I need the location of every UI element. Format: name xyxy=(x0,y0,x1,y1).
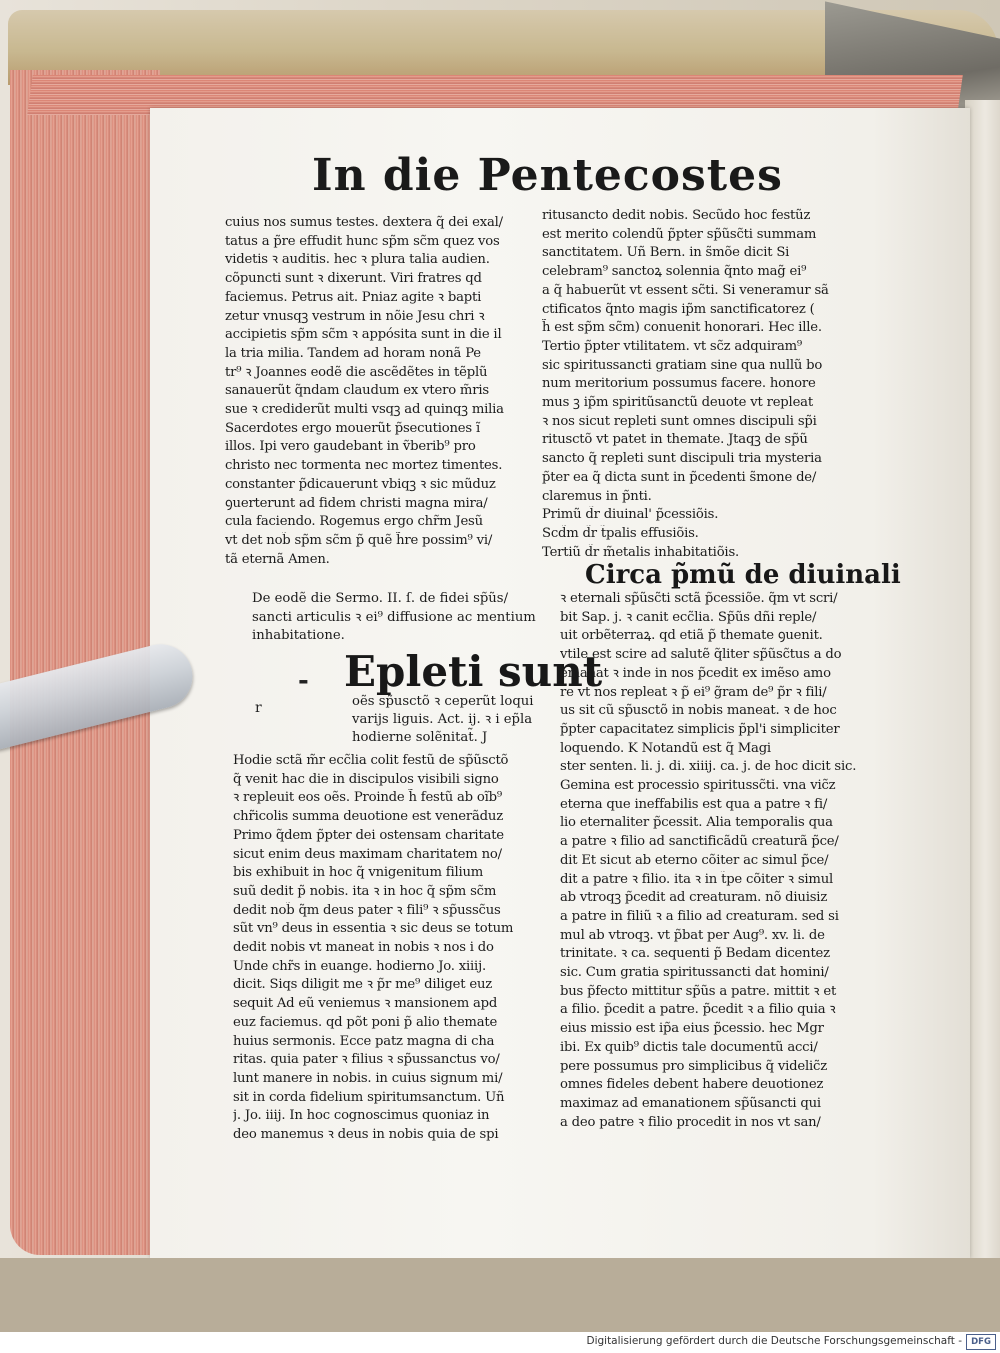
text-line: dit a patre ꝛ filio. ita ꝛ in t̃pe cõiter ꝛ simul xyxy=(560,871,834,887)
theme-verse-line: oẽs sp̃usctõ ꝛ ceperũt loqui xyxy=(352,694,534,709)
theme-verse xyxy=(352,693,552,747)
text-line: ster senten. li. j. di. xiiij. ca. j. de hoc dicit sic. xyxy=(560,759,857,775)
footer-text: Digitalisierung gefördert durch die Deutsche Forschungsgemeinschaft - xyxy=(586,1335,962,1347)
text-line: Gemina est processio spiritussc̃ti. vna vic̃z xyxy=(560,778,836,794)
text-line: suũ dedit p̃ nobis. ita ꝛ in hoc q̃ sp̃m sc̃m xyxy=(233,883,497,899)
text-line: h̃ est sp̃m sc̃m) conuenit honorari. Hec ille. xyxy=(542,320,822,336)
text-line: maximaz ad emanationem sp̃ũsancti qui xyxy=(560,1095,821,1111)
text-line: sicut enim deus maximam charitatem no/ xyxy=(233,846,502,862)
text-line: sit in corda fidelium spiritumsanctum. Uñ xyxy=(233,1089,505,1105)
initial-heading: Epleti sunt xyxy=(344,647,603,696)
text-line: est merito colendũ p̃pter sp̃ũsc̃ti summam xyxy=(542,226,817,242)
text-line: sic. Cum gratia spiritussancti dat homini/ xyxy=(560,965,829,981)
text-line: tatus a p̃re effudit hunc sp̃m sc̃m quez vos xyxy=(225,233,500,249)
text-line: Hodie sctã m̃r ecc̃lia colit festũ de sp̃ũsctõ xyxy=(233,753,509,768)
text-line: ritusancto dedit nobis. Secũdo hoc festũz xyxy=(542,208,811,223)
text-line: ꝯuerterunt ad fidem christi magna mira/ xyxy=(225,495,488,511)
text-line: ab vtroqꝫ p̃cedit ad creaturam. nõ diuisiz xyxy=(560,890,828,906)
text-line: sue ꝛ crediderũt multi vsqꝫ ad quinqꝫ milia xyxy=(225,402,504,418)
sermon-heading xyxy=(252,590,552,646)
text-line: chr̃icolis summa deuotione est venerãduz xyxy=(233,809,503,825)
left-column-top xyxy=(225,214,545,569)
text-line: emanat ꝛ inde in nos p̃cedit ex imẽso amo xyxy=(560,665,831,681)
text-line: ctificatos q̃nto magis ip̃m sanctificatorez ( xyxy=(542,301,815,317)
text-line: bit Sap. j. ꝛ canit ecc̃lia. Sp̃ũs dñi reple/ xyxy=(560,609,817,625)
text-line: p̃ter ea q̃ dicta sunt in p̃cedenti s̃mone de/ xyxy=(542,469,817,485)
text-line: a q̃ habuerũt vt essent sc̃ti. Si veneramur sã xyxy=(542,282,829,298)
text-line: videtis ꝛ auditis. hec ꝛ plura talia audien. xyxy=(225,252,490,268)
text-line: num meritorium possumus facere. honore xyxy=(542,376,816,392)
text-line: lio eternaliter p̃cessit. Alia temporalis qua xyxy=(560,815,833,831)
text-line: dit Et sicut ab eterno cõiter ac simul p̃ce/ xyxy=(560,852,829,868)
text-line: a patre in filiũ ꝛ a filio ad creaturam. sed si xyxy=(560,908,839,924)
text-line: a deo patre ꝛ filio procedit in nos vt san/ xyxy=(560,1114,821,1130)
text-line: Sacerdotes ergo mouerũt p̃secutiones ĩ xyxy=(225,420,480,436)
text-line: sanctitatem. Uñ Bern. in s̃mõe dicit Si xyxy=(542,245,790,261)
right-column-top xyxy=(542,207,860,562)
text-line: constanter p̃dicauerunt vbiqꝫ ꝛ sic mũduz xyxy=(225,476,496,492)
bottom-shadow xyxy=(0,1258,1000,1332)
text-line: sanauerũt q̃ndam claudum ex vtero m̃ris xyxy=(225,383,489,399)
text-line: ritusctõ vt patet in themate. Jtaqꝫ de sp̃ũ xyxy=(542,432,808,448)
text-line: a patre ꝛ filio ad sanctificãdũ creaturã p̃ce/ xyxy=(560,834,839,850)
text-line: pere possumus pro simplicibus q̃ videlic̃z xyxy=(560,1058,827,1074)
text-line: bus p̃fecto mittitur sp̃ũs a patre. mittit ꝛ et xyxy=(560,983,837,999)
text-line: dedit nobis vt maneat in nobis ꝛ nos i do xyxy=(233,940,494,956)
text-line: vtile est scire ad salutẽ q̃liter sp̃ũsc̃tus a do xyxy=(560,647,842,663)
text-line: Primũ d̃r diuinal' p̃cessiõis. xyxy=(542,507,719,523)
text-line: la tria milia. Tandem ad horam nonã Pe xyxy=(225,345,481,361)
right-column-bottom xyxy=(560,590,880,1132)
section-heading: Circa p̃mũ de diuinali xyxy=(585,560,901,590)
text-line: illos. Ipi vero gaudebant in ṽberib⁹ pro xyxy=(225,439,476,455)
text-line: a filio. p̃cedit a patre. p̃cedit ꝛ a filio quia ꝛ xyxy=(560,1002,836,1018)
text-line: celebram⁹ sanctoꝝ solennia q̃nto mag̃ ei⁹ xyxy=(542,264,807,280)
text-line: euz faciemus. qd põt poni p̃ alio themate xyxy=(233,1014,498,1030)
dash-mark: - xyxy=(298,666,309,696)
text-line: cõpuncti sunt ꝛ dixerunt. Viri fratres qd xyxy=(225,271,482,287)
text-line: Tertiũ d̃r m̃etalis inhabitatiõis. xyxy=(542,544,740,560)
text-line: sic spiritussancti gratiam sine qua nullũ bo xyxy=(542,357,823,373)
text-line: cula faciendo. Rogemus ergo chr̃m Jesũ xyxy=(225,514,483,530)
text-line: deo manemus ꝛ deus in nobis quia de spi xyxy=(233,1127,499,1143)
sermon-heading-line: sancti articulis ꝛ ei⁹ diffusione ac mentium xyxy=(252,609,536,625)
text-line: p̃pter capacitatez simplicis p̃pl'i simpliciter xyxy=(560,721,840,737)
text-line: omnes fideles debent habere deuotionez xyxy=(560,1077,824,1093)
text-line: j. Jo. iiij. In hoc cognoscimus quoniaz in xyxy=(233,1108,490,1124)
text-line: faciemus. Petrus ait. Pniaz agite ꝛ bapti xyxy=(225,289,482,305)
text-line: sequit Ad eũ veniemus ꝛ mansionem apd xyxy=(233,996,498,1012)
text-line: sũt vn⁹ deus in essentia ꝛ sic deus se totum xyxy=(233,921,514,937)
dfg-logo: DFG xyxy=(966,1334,996,1350)
sermon-heading-line: De eodẽ die Sermo. II. ſ. de fidei sp̃ũs/ xyxy=(252,591,509,606)
text-line: uit orbẽterraꝝ. qd etiã p̃ themate ꝯuenit. xyxy=(560,628,823,644)
text-line: us sit cũ sp̃usctõ in nobis maneat. ꝛ de hoc xyxy=(560,703,837,719)
text-line: tã eternã Amen. xyxy=(225,551,330,567)
text-line: Primo q̃dem p̃pter dei ostensam charitate xyxy=(233,827,504,843)
text-line: loquendo. K Notandũ est q̃ Magi xyxy=(560,740,771,756)
text-line: ꝛ nos sicut repleti sunt omnes discipuli sp̃i xyxy=(542,413,817,429)
text-line: christo nec tormenta nec mortez timentes. xyxy=(225,458,503,474)
footer xyxy=(0,1332,1000,1353)
text-line: claremus in p̃nti. xyxy=(542,488,652,504)
text-line: lunt manere in nobis. in cuius signum mi/ xyxy=(233,1070,503,1086)
text-line: dedit nob̃ q̃m deus pater ꝛ fili⁹ ꝛ sp̃ussc̃us xyxy=(233,902,501,918)
text-line: vt det nob̃ sp̃m sc̃m p̃ quẽ h̃re possim⁹ vi/ xyxy=(225,532,493,548)
theme-verse-line: varijs liguis. Act. ij. ꝛ i ep̃la xyxy=(352,712,533,727)
text-line: zetur vnusqꝫ vestrum in nõie Jesu chri ꝛ xyxy=(225,308,485,324)
text-line: Scd̃m d̃r t̃palis effusiõis. xyxy=(542,525,699,541)
text-line: tr⁹ ꝛ Joannes eodẽ die ascẽdẽtes in tẽplũ xyxy=(225,364,488,380)
text-line: Tertio p̃pter vtilitatem. vt sc̃z adquiram⁹ xyxy=(542,338,803,354)
theme-verse-line: hodierne solẽnitat̃. J xyxy=(352,730,488,745)
text-line: eius missio est ip̃a eius p̃cessio. hec Mgr xyxy=(560,1021,824,1037)
left-column-bottom xyxy=(233,752,558,1145)
text-line: huius sermonis. Ecce patz magna di cha xyxy=(233,1033,495,1049)
text-line: Unde chr̃s in euange. hodierno Jo. xiiij. xyxy=(233,958,486,974)
text-line: q̃ venit hac die in discipulos visibili signo xyxy=(233,771,499,787)
text-line: ritas. quia pater ꝛ filius ꝛ sp̃ussanctus vo/ xyxy=(233,1052,500,1068)
facing-page-edge xyxy=(965,100,1000,1260)
text-line: re vt nos repleat ꝛ p̃ ei⁹ g̃ram de⁹ p̃r ꝛ fili/ xyxy=(560,684,827,700)
text-line: bis exhibuit in hoc q̃ vnigenitum filium xyxy=(233,865,484,881)
text-line: dicit. Siqs diligit me ꝛ p̃r me⁹ diliget euz xyxy=(233,977,492,993)
text-line: mul ab vtroqꝫ. vt p̃bat per Aug⁹. xv. li. de xyxy=(560,927,825,943)
text-line: cuius nos sumus testes. dextera q̃ dei exal/ xyxy=(225,215,503,230)
page-title: In die Pentecostes xyxy=(312,150,783,201)
text-line: eterna que ineffabilis est qua a patre ꝛ fi/ xyxy=(560,796,828,812)
text-line: ꝛ eternali sp̃ũsc̃ti sctã p̃cessiõe. q̃m vt scri/ xyxy=(560,591,838,606)
text-line: mus ꝫ ip̃m spiritũsanctũ deuote vt repleat xyxy=(542,395,813,411)
text-line: trinitate. ꝛ ca. sequenti p̃ Bedam dicentez xyxy=(560,946,830,962)
sermon-heading-line: inhabitatione. xyxy=(252,628,345,643)
text-line: accipietis sp̃m sc̃m ꝛ appósita sunt in die il xyxy=(225,327,502,343)
text-line: sancto q̃ repleti sunt discipuli tria mysteria xyxy=(542,451,822,467)
marginal-r-mark: r xyxy=(255,700,262,716)
text-line: ꝛ repleuit eos oẽs. Proinde h̃ festũ ab oĩb⁹ xyxy=(233,790,502,806)
text-line: ibi. Ex quib⁹ dictis tale documentũ acci/ xyxy=(560,1039,818,1055)
